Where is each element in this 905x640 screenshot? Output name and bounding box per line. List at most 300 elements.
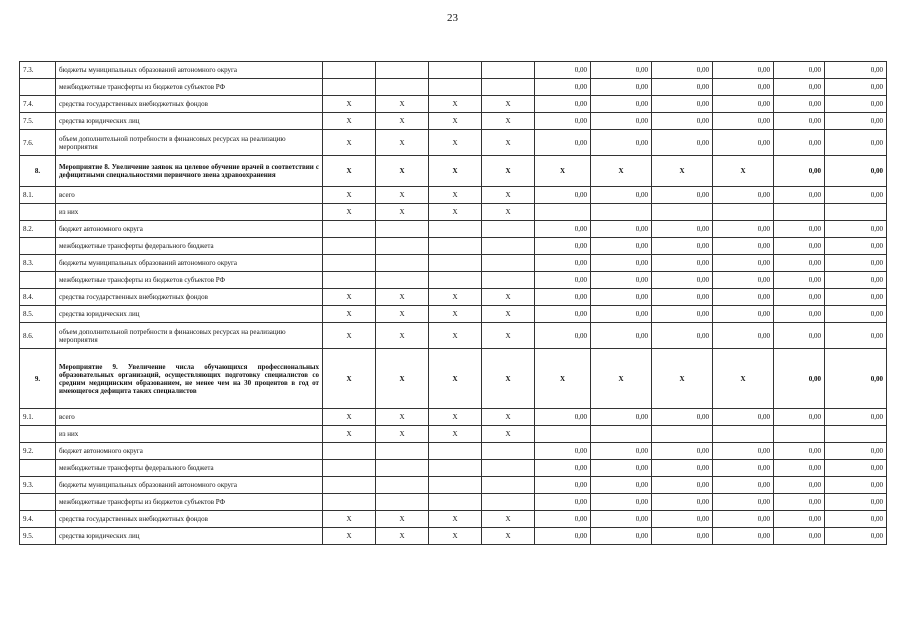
value-cell: 0,00 [535,62,591,79]
value-cell: 0,00 [825,349,887,409]
mark-cell: X [323,306,376,323]
row-number [20,460,56,477]
value-cell: 0,00 [774,221,825,238]
value-cell: 0,00 [535,443,591,460]
mark-cell [376,79,429,96]
mark-cell [376,221,429,238]
row-name: средства юридических лиц [56,306,323,323]
mark-cell [376,477,429,494]
mark-cell: X [652,349,713,409]
value-cell: 0,00 [535,409,591,426]
row-number [20,272,56,289]
mark-cell: X [482,511,535,528]
table-row [20,221,887,238]
value-cell: 0,00 [535,113,591,130]
mark-cell: X [323,349,376,409]
mark-cell: X [429,323,482,349]
row-name: бюджеты муниципальных образований автономного округа [56,255,323,272]
mark-cell: X [482,96,535,113]
value-cell: 0,00 [591,272,652,289]
value-cell: 0,00 [591,130,652,156]
value-cell: 0,00 [591,460,652,477]
row-number: 8.1. [20,187,56,204]
value-cell [591,426,652,443]
table-row [20,113,887,130]
value-cell: 0,00 [591,62,652,79]
value-cell: 0,00 [652,528,713,545]
value-cell: 0,00 [591,289,652,306]
mark-cell: X [535,349,591,409]
value-cell: 0,00 [825,255,887,272]
value-cell: 0,00 [652,409,713,426]
mark-cell: X [429,349,482,409]
value-cell: 0,00 [535,477,591,494]
value-cell [535,426,591,443]
row-name: бюджеты муниципальных образований автономного округа [56,477,323,494]
value-cell: 0,00 [774,187,825,204]
row-number: 7.5. [20,113,56,130]
table-row [20,96,887,113]
mark-cell [323,443,376,460]
mark-cell [323,62,376,79]
value-cell: 0,00 [535,460,591,477]
mark-cell: X [429,187,482,204]
value-cell: 0,00 [825,494,887,511]
row-number: 7.3. [20,62,56,79]
value-cell: 0,00 [591,255,652,272]
table-row [20,528,887,545]
value-cell: 0,00 [652,62,713,79]
row-number [20,238,56,255]
table-row [20,289,887,306]
mark-cell: X [376,96,429,113]
mark-cell: X [323,289,376,306]
value-cell: 0,00 [535,511,591,528]
table-row [20,511,887,528]
mark-cell: X [482,323,535,349]
mark-cell [429,79,482,96]
value-cell: 0,00 [535,494,591,511]
value-cell: 0,00 [535,130,591,156]
value-cell: 0,00 [825,443,887,460]
value-cell: 0,00 [652,477,713,494]
mark-cell: X [429,511,482,528]
value-cell: 0,00 [652,187,713,204]
value-cell: 0,00 [774,323,825,349]
mark-cell: X [323,511,376,528]
value-cell: 0,00 [591,528,652,545]
value-cell: 0,00 [713,409,774,426]
row-name: межбюджетные трансферты из бюджетов субъектов РФ [56,272,323,289]
mark-cell: X [429,204,482,221]
value-cell: 0,00 [774,238,825,255]
value-cell: 0,00 [774,156,825,187]
row-number: 8.4. [20,289,56,306]
row-name: объем дополнительной потребности в финансовых ресурсах на реализацию мероприятия [56,323,323,349]
mark-cell: X [429,113,482,130]
row-number: 8.6. [20,323,56,349]
mark-cell: X [429,289,482,306]
value-cell: 0,00 [652,221,713,238]
mark-cell: X [713,156,774,187]
table-row [20,323,887,349]
mark-cell [429,238,482,255]
mark-cell [376,238,429,255]
value-cell: 0,00 [591,409,652,426]
value-cell: 0,00 [535,238,591,255]
mark-cell [323,255,376,272]
mark-cell: X [323,187,376,204]
value-cell: 0,00 [825,96,887,113]
mark-cell: X [713,349,774,409]
value-cell: 0,00 [591,187,652,204]
mark-cell [429,255,482,272]
row-name: средства государственных внебюджетных фондов [56,96,323,113]
table-row [20,349,887,409]
row-name: Мероприятие 9. Увеличение числа обучающихся профессиональных образовательных организаций, осуществляющих подготовку специалистов со средним медицинским образованием, не менее чем на 30 процентов в год от имеющегося дефицита таких специалистов [56,349,323,409]
value-cell [774,204,825,221]
mark-cell [482,443,535,460]
row-number: 8.5. [20,306,56,323]
mark-cell: X [591,156,652,187]
value-cell: 0,00 [591,96,652,113]
value-cell: 0,00 [774,130,825,156]
row-name: межбюджетные трансферты из бюджетов субъектов РФ [56,494,323,511]
table-row [20,238,887,255]
table-row [20,494,887,511]
mark-cell [323,272,376,289]
table-row [20,477,887,494]
mark-cell [323,494,376,511]
value-cell: 0,00 [713,238,774,255]
table-row [20,306,887,323]
value-cell: 0,00 [825,528,887,545]
value-cell: 0,00 [774,96,825,113]
value-cell [652,204,713,221]
mark-cell: X [482,528,535,545]
table-row [20,79,887,96]
value-cell: 0,00 [713,79,774,96]
value-cell: 0,00 [652,79,713,96]
mark-cell: X [376,306,429,323]
row-number: 8.2. [20,221,56,238]
mark-cell: X [323,323,376,349]
table-row [20,130,887,156]
value-cell: 0,00 [825,323,887,349]
value-cell [713,204,774,221]
mark-cell [376,443,429,460]
row-number: 8. [20,156,56,187]
mark-cell [482,255,535,272]
value-cell: 0,00 [652,272,713,289]
value-cell: 0,00 [535,289,591,306]
value-cell: 0,00 [652,96,713,113]
row-number [20,204,56,221]
value-cell [713,426,774,443]
mark-cell [429,443,482,460]
row-number: 9.2. [20,443,56,460]
value-cell: 0,00 [591,306,652,323]
value-cell: 0,00 [591,511,652,528]
table-row [20,204,887,221]
value-cell: 0,00 [774,477,825,494]
mark-cell: X [323,156,376,187]
value-cell: 0,00 [774,511,825,528]
value-cell [825,204,887,221]
table-row [20,443,887,460]
value-cell: 0,00 [535,79,591,96]
value-cell: 0,00 [825,460,887,477]
value-cell: 0,00 [774,79,825,96]
row-name: межбюджетные трансферты федерального бюджета [56,460,323,477]
row-name: бюджет автономного округа [56,221,323,238]
value-cell: 0,00 [713,511,774,528]
mark-cell [429,272,482,289]
value-cell: 0,00 [825,113,887,130]
row-name: всего [56,409,323,426]
value-cell: 0,00 [713,130,774,156]
mark-cell [429,62,482,79]
table-row [20,426,887,443]
mark-cell: X [429,306,482,323]
mark-cell: X [482,349,535,409]
value-cell: 0,00 [825,409,887,426]
value-cell: 0,00 [774,443,825,460]
value-cell: 0,00 [652,130,713,156]
mark-cell [482,494,535,511]
mark-cell [376,494,429,511]
value-cell: 0,00 [591,443,652,460]
table-row [20,255,887,272]
mark-cell: X [429,528,482,545]
row-name: объем дополнительной потребности в финансовых ресурсах на реализацию мероприятия [56,130,323,156]
value-cell: 0,00 [713,528,774,545]
mark-cell [376,272,429,289]
mark-cell: X [323,426,376,443]
table-row [20,62,887,79]
mark-cell: X [429,96,482,113]
value-cell: 0,00 [535,187,591,204]
mark-cell: X [652,156,713,187]
mark-cell [482,221,535,238]
mark-cell [376,255,429,272]
value-cell: 0,00 [535,255,591,272]
value-cell: 0,00 [535,323,591,349]
value-cell: 0,00 [591,79,652,96]
mark-cell: X [591,349,652,409]
value-cell: 0,00 [774,349,825,409]
value-cell: 0,00 [825,130,887,156]
value-cell: 0,00 [591,113,652,130]
value-cell: 0,00 [591,477,652,494]
mark-cell: X [323,96,376,113]
mark-cell: X [429,426,482,443]
mark-cell [376,62,429,79]
page-number: 23 [447,12,458,24]
value-cell: 0,00 [713,289,774,306]
value-cell: 0,00 [713,113,774,130]
row-number: 9.1. [20,409,56,426]
value-cell: 0,00 [825,511,887,528]
value-cell: 0,00 [774,255,825,272]
row-number: 9. [20,349,56,409]
mark-cell [482,477,535,494]
value-cell: 0,00 [774,460,825,477]
mark-cell [323,238,376,255]
mark-cell [482,62,535,79]
value-cell: 0,00 [713,187,774,204]
mark-cell: X [376,204,429,221]
mark-cell: X [429,156,482,187]
row-number: 7.4. [20,96,56,113]
value-cell [591,204,652,221]
mark-cell [429,494,482,511]
mark-cell: X [376,130,429,156]
mark-cell: X [482,409,535,426]
value-cell [652,426,713,443]
value-cell: 0,00 [825,62,887,79]
value-cell [774,426,825,443]
value-cell: 0,00 [825,187,887,204]
budget-table [19,61,887,545]
mark-cell: X [376,426,429,443]
value-cell: 0,00 [652,443,713,460]
mark-cell: X [323,204,376,221]
value-cell: 0,00 [713,323,774,349]
value-cell: 0,00 [825,477,887,494]
value-cell: 0,00 [652,460,713,477]
value-cell: 0,00 [591,494,652,511]
value-cell: 0,00 [825,79,887,96]
mark-cell: X [482,187,535,204]
mark-cell [323,221,376,238]
mark-cell [482,79,535,96]
mark-cell: X [376,528,429,545]
value-cell: 0,00 [591,323,652,349]
row-number: 7.6. [20,130,56,156]
mark-cell: X [482,289,535,306]
value-cell: 0,00 [774,494,825,511]
value-cell: 0,00 [713,272,774,289]
mark-cell: X [323,409,376,426]
value-cell: 0,00 [652,494,713,511]
row-name: всего [56,187,323,204]
value-cell: 0,00 [825,238,887,255]
mark-cell [323,460,376,477]
mark-cell: X [376,323,429,349]
mark-cell: X [376,156,429,187]
mark-cell: X [376,409,429,426]
row-name: средства юридических лиц [56,113,323,130]
mark-cell: X [482,426,535,443]
value-cell: 0,00 [774,409,825,426]
value-cell: 0,00 [652,323,713,349]
mark-cell [323,477,376,494]
row-name: Мероприятие 8. Увеличение заявок на целевое обучение врачей в соответствии с дефицитными специальностями первичного звена здравоохранения [56,156,323,187]
row-name: средства государственных внебюджетных фондов [56,289,323,306]
value-cell: 0,00 [825,272,887,289]
mark-cell: X [376,187,429,204]
value-cell: 0,00 [825,221,887,238]
value-cell: 0,00 [713,443,774,460]
table-row [20,156,887,187]
value-cell: 0,00 [774,289,825,306]
mark-cell [482,238,535,255]
value-cell: 0,00 [591,238,652,255]
mark-cell: X [376,511,429,528]
value-cell: 0,00 [535,96,591,113]
value-cell: 0,00 [825,306,887,323]
value-cell: 0,00 [774,113,825,130]
mark-cell [482,272,535,289]
mark-cell: X [429,130,482,156]
mark-cell: X [482,113,535,130]
value-cell: 0,00 [591,221,652,238]
row-number: 8.3. [20,255,56,272]
value-cell: 0,00 [713,477,774,494]
value-cell: 0,00 [535,528,591,545]
table-row [20,409,887,426]
value-cell: 0,00 [713,221,774,238]
value-cell: 0,00 [535,221,591,238]
row-number [20,494,56,511]
value-cell: 0,00 [713,255,774,272]
mark-cell [429,460,482,477]
value-cell [535,204,591,221]
value-cell: 0,00 [535,306,591,323]
table-row [20,460,887,477]
row-name: межбюджетные трансферты из бюджетов субъектов РФ [56,79,323,96]
mark-cell: X [376,349,429,409]
value-cell: 0,00 [652,113,713,130]
value-cell: 0,00 [713,306,774,323]
row-name: бюджеты муниципальных образований автономного округа [56,62,323,79]
table-row [20,187,887,204]
mark-cell: X [482,204,535,221]
value-cell: 0,00 [774,306,825,323]
value-cell: 0,00 [652,255,713,272]
mark-cell [482,460,535,477]
mark-cell [376,460,429,477]
value-cell: 0,00 [774,272,825,289]
row-name: средства юридических лиц [56,528,323,545]
mark-cell: X [376,113,429,130]
value-cell: 0,00 [825,156,887,187]
value-cell: 0,00 [713,494,774,511]
row-number: 9.4. [20,511,56,528]
mark-cell: X [429,409,482,426]
value-cell: 0,00 [535,272,591,289]
value-cell: 0,00 [825,289,887,306]
mark-cell [323,79,376,96]
table-row [20,272,887,289]
row-number [20,426,56,443]
row-number: 9.5. [20,528,56,545]
mark-cell: X [535,156,591,187]
row-name: из них [56,426,323,443]
mark-cell: X [482,306,535,323]
value-cell: 0,00 [774,528,825,545]
value-cell: 0,00 [713,460,774,477]
mark-cell: X [323,113,376,130]
row-name: из них [56,204,323,221]
value-cell: 0,00 [652,511,713,528]
value-cell: 0,00 [652,238,713,255]
row-number: 9.3. [20,477,56,494]
row-name: средства государственных внебюджетных фондов [56,511,323,528]
row-name: межбюджетные трансферты федерального бюджета [56,238,323,255]
mark-cell: X [323,130,376,156]
